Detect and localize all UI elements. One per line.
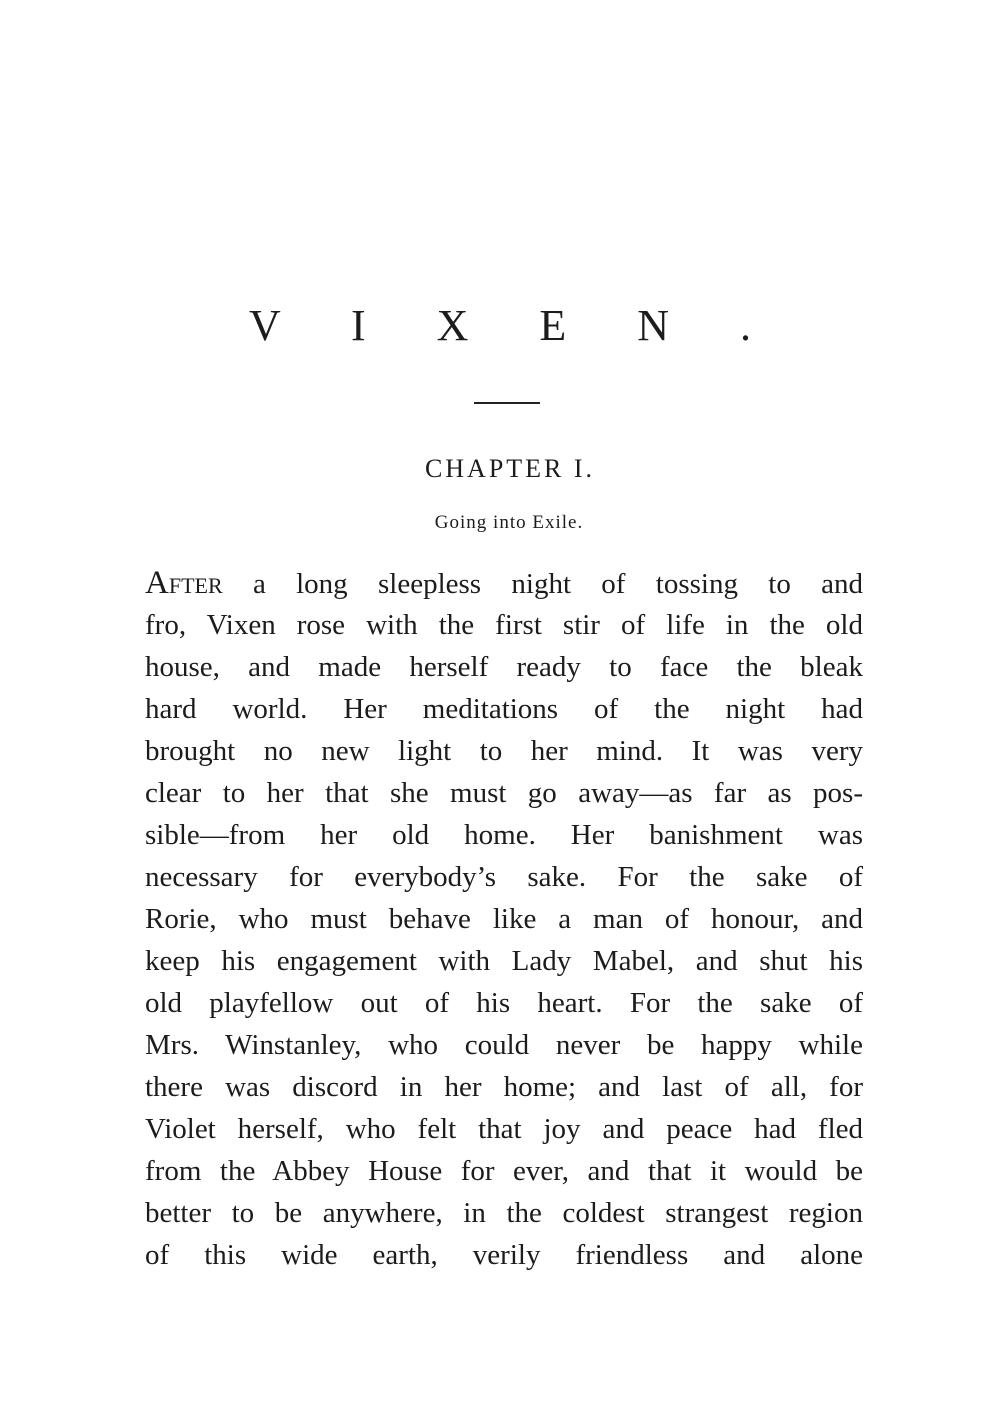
paragraph-line: Rorie, who must behave like a man of honour, and [145,903,863,935]
title-divider [474,402,540,404]
first-line-text: a long sleepless night of tossing to and [222,568,863,600]
paragraph-line: old playfellow out of his heart. For the sake of [145,987,863,1019]
paragraph-line: from the Abbey House for ever, and that it would be [145,1155,863,1187]
paragraph-line: fro, Vixen rose with the first stir of life in the old [145,609,863,641]
paragraph-line: keep his engagement with Lady Mabel, and shut his [145,945,863,977]
book-title: V I X E N . [248,301,782,350]
paragraph-line: Mrs. Winstanley, who could never be happy while [145,1029,863,1061]
paragraph-line: brought no new light to her mind. It was very [145,735,863,767]
paragraph-line: sible—from her old home. Her banishment was [145,819,863,851]
paragraph-line: house, and made herself ready to face the bleak [145,651,863,683]
paragraph-line: hard world. Her meditations of the night had [145,693,863,725]
paragraph-line: Violet herself, who felt that joy and peace had fled [145,1113,863,1145]
chapter-heading: CHAPTER I. [424,454,596,483]
paragraph-line: of this wide earth, verily friendless and alone [145,1239,863,1271]
paragraph-line: there was discord in her home; and last of all, for [145,1071,863,1103]
paragraph-line-1 [145,562,863,604]
paragraph-line: better to be anywhere, in the coldest strangest region [145,1197,863,1229]
paragraph-line: clear to her that she must go away—as far as pos- [145,777,863,809]
chapter-subtitle: Going into Exile. [434,512,584,533]
paragraph-line: necessary for everybody’s sake. For the sake of [145,861,863,893]
opening-capital: A [145,565,169,601]
chapter-paragraph [145,562,863,1276]
opening-smallcaps: FTER [168,573,223,598]
